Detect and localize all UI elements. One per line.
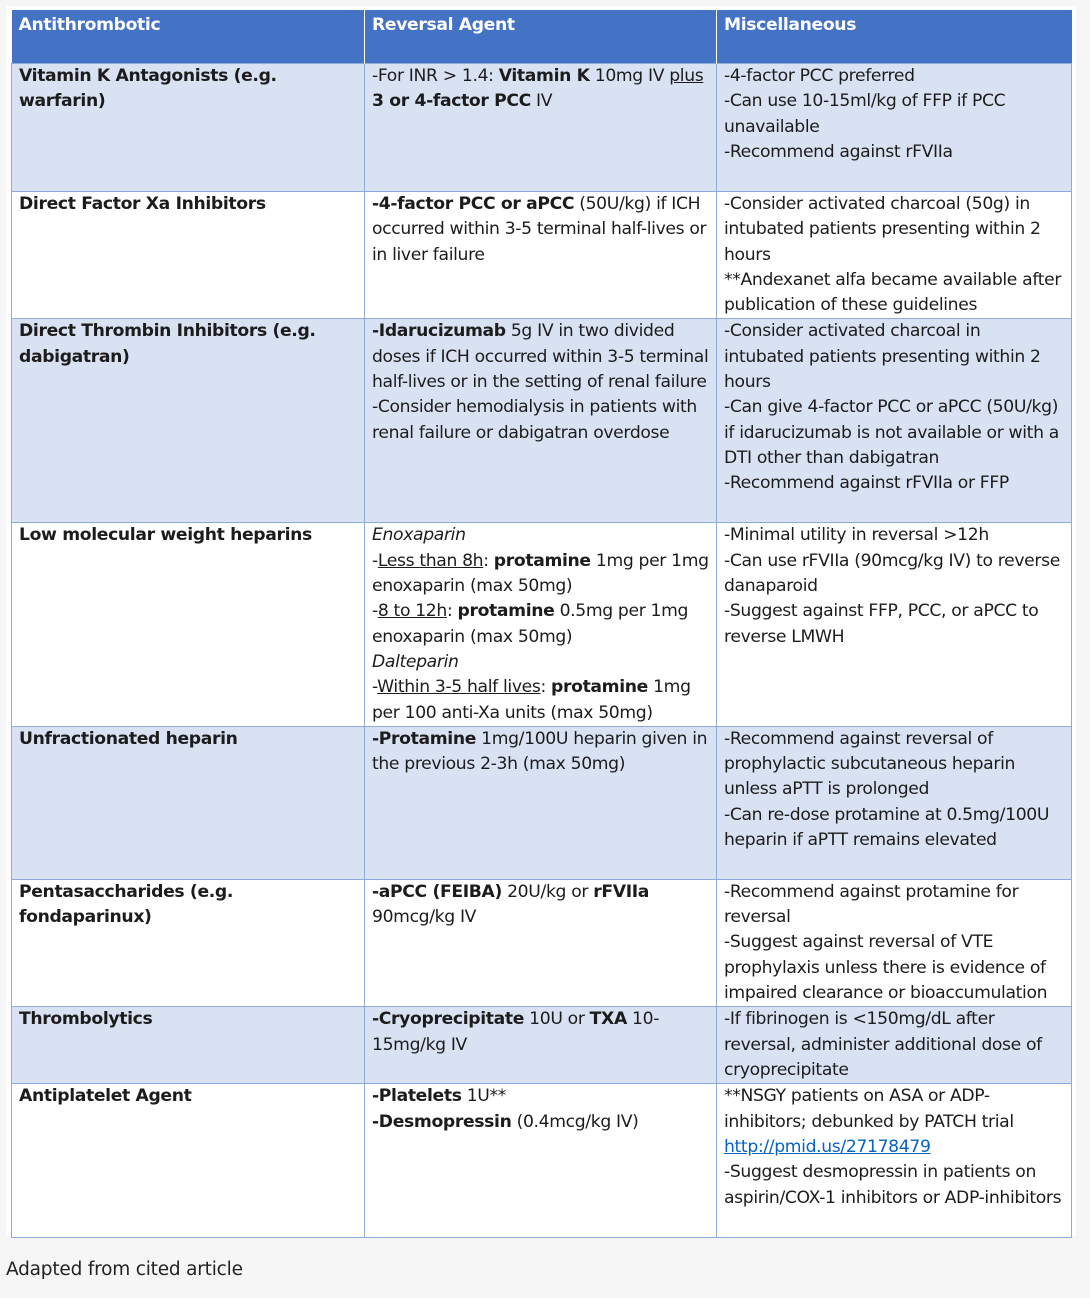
cell-line: [372, 880, 710, 931]
cell-line: [372, 599, 710, 650]
cell-line: [724, 89, 1065, 140]
text-run: 20U/kg or: [501, 881, 594, 902]
text-run: 1mg/100U heparin given in the previous 2-3h (max 50mg): [372, 728, 708, 775]
antithrombotic-cell: Unfractionated heparin: [12, 726, 365, 879]
text-run: -Suggest against FFP, PCC, or aPCC to reverse LMWH: [724, 601, 1039, 647]
bold-text: protamine: [551, 677, 648, 698]
bold-text: Vitamin K: [498, 66, 590, 86]
cell-line: [724, 395, 1065, 471]
miscellaneous-cell: [717, 726, 1072, 879]
text-run: 1mg per 100 anti-Xa units (max 50mg): [372, 677, 691, 723]
text-run: 10U or: [524, 1009, 590, 1030]
row-vitamin-k-antagonists: [12, 64, 1072, 192]
row-antiplatelet-agent: [12, 1084, 1072, 1238]
cell-line: [724, 1084, 1065, 1135]
bold-text: -Platelets: [372, 1086, 462, 1107]
antithrombotic-cell: Antiplatelet Agent: [12, 1084, 365, 1238]
antithrombotic-cell: Direct Factor Xa Inhibitors: [12, 192, 365, 319]
text-run: :: [446, 601, 458, 622]
header-reversal-agent: Reversal Agent: [365, 10, 717, 64]
cell-line: [372, 1084, 710, 1109]
row-low-molecular-weight-heparins: [12, 523, 1072, 726]
text-run: -For INR > 1.4:: [372, 66, 499, 86]
text-run: 0.5mg per 1mg enoxaparin (max 50mg): [372, 601, 689, 647]
miscellaneous-cell: [717, 879, 1072, 1006]
miscellaneous-cell: [717, 1084, 1072, 1238]
antithrombotic-cell: Vitamin K Antagonists (e.g. warfarin): [12, 64, 365, 192]
reversal-agent-cell: [365, 192, 717, 319]
underlined-text: Less than 8h: [377, 550, 484, 571]
text-run: -: [372, 677, 378, 698]
text-run: 10mg IV: [589, 66, 670, 86]
text-run: -Recommend against rFVIIa or FFP: [724, 473, 1009, 494]
cell-line: [724, 1135, 1065, 1160]
table-caption: Adapted from cited article: [6, 1259, 243, 1280]
cell-line: [372, 650, 710, 675]
text-run: (50U/kg) if ICH occurred within 3-5 terminal half-lives or in liver failure: [372, 194, 707, 265]
cell-line: [724, 599, 1065, 650]
reversal-agent-cell: [365, 1084, 717, 1238]
cell-line: [724, 523, 1065, 548]
reversal-agent-cell: [365, 879, 717, 1006]
miscellaneous-cell: [717, 523, 1072, 726]
bold-text: -4-factor PCC or aPCC: [372, 194, 575, 214]
bold-text: protamine: [493, 550, 591, 571]
text-run: 90mcg/kg IV: [372, 907, 477, 928]
reversal-agent-cell: [365, 726, 717, 879]
row-thrombolytics: [12, 1007, 1072, 1084]
reversal-agent-cell: [365, 64, 717, 192]
text-run: IV: [530, 91, 553, 112]
header-miscellaneous: Miscellaneous: [717, 10, 1072, 64]
citation-link[interactable]: http://pmid.us/27178479: [724, 1136, 931, 1157]
bold-text: -Idarucizumab: [372, 321, 506, 342]
underlined-text: Within 3-5 half lives: [377, 677, 541, 698]
cell-line: [724, 803, 1065, 854]
bold-text: -Cryoprecipitate: [372, 1009, 525, 1030]
reversal-table-container: [6, 6, 1076, 1236]
miscellaneous-cell: [717, 1007, 1072, 1084]
text-run: (0.4mcg/kg IV): [511, 1111, 639, 1132]
row-unfractionated-heparin: [12, 726, 1072, 879]
underlined-text: plus: [669, 66, 704, 86]
cell-line: [372, 1110, 710, 1135]
bold-text: TXA: [589, 1009, 627, 1030]
text-run: -Can use 10-15ml/kg of FFP if PCC unavailable: [724, 91, 1006, 137]
underlined-text: 8 to 12h: [377, 601, 447, 622]
italic-text: Enoxaparin: [372, 525, 466, 546]
text-run: 1mg per 1mg enoxaparin (max 50mg): [372, 550, 709, 597]
cell-line: [372, 727, 710, 778]
bold-text: -Desmopressin: [372, 1111, 512, 1132]
antithrombotic-cell: Low molecular weight heparins: [12, 523, 365, 726]
antithrombotic-cell: Thrombolytics: [12, 1007, 365, 1084]
row-pentasaccharides: [12, 879, 1072, 1006]
text-run: -Can use rFVIIa (90mcg/kg IV) to reverse danaparoid: [724, 550, 1060, 597]
text-run: -Suggest against reversal of VTE prophylaxis unless there is evidence of impaired clearance or bioaccumulation: [724, 932, 1048, 1004]
cell-line: [724, 471, 1065, 496]
text-run: -4-factor PCC preferred: [724, 66, 915, 86]
cell-line: [372, 395, 710, 446]
antithrombotic-reversal-table: [11, 10, 1072, 1238]
antithrombotic-cell: Direct Thrombin Inhibitors (e.g. dabigatran): [12, 319, 365, 523]
reversal-agent-cell: [365, 319, 717, 523]
cell-line: [372, 192, 710, 268]
cell-line: [724, 192, 1065, 268]
cell-line: [724, 319, 1065, 395]
text-run: -Recommend against protamine for reversal: [724, 881, 1019, 928]
cell-line: [372, 1007, 710, 1058]
text-run: **Andexanet alfa became available after publication of these guidelines: [724, 269, 1062, 316]
cell-line: [372, 523, 710, 548]
text-run: :: [483, 550, 494, 571]
text-run: -Recommend against reversal of prophylactic subcutaneous heparin unless aPTT is prolonged: [724, 728, 1016, 800]
row-direct-factor-xa-inhibitors: [12, 192, 1072, 319]
text-run: -Consider hemodialysis in patients with renal failure or dabigatran overdose: [372, 397, 697, 443]
cell-line: [724, 880, 1065, 931]
text-run: -Can re-dose protamine at 0.5mg/100U heparin if aPTT remains elevated: [724, 804, 1050, 851]
cell-line: [724, 1160, 1065, 1211]
text-run: 5g IV in two divided doses if ICH occurred within 3-5 terminal half-lives or in the setting of renal failure: [372, 321, 709, 393]
cell-line: [372, 64, 710, 115]
header-antithrombotic: Antithrombotic: [12, 10, 365, 64]
cell-line: [724, 930, 1065, 1006]
text-run: 1U**: [461, 1086, 507, 1107]
text-run: -Recommend against rFVIIa: [724, 141, 953, 162]
miscellaneous-cell: [717, 64, 1072, 192]
cell-line: [724, 1007, 1065, 1083]
cell-line: [372, 675, 710, 726]
cell-line: [724, 140, 1065, 165]
text-run: -Consider activated charcoal in intubated patients presenting within 2 hours: [724, 321, 1041, 393]
text-run: -Suggest desmopressin in patients on aspirin/COX-1 inhibitors or ADP-inhibitors: [724, 1162, 1062, 1208]
antithrombotic-cell: Pentasaccharides (e.g. fondaparinux): [12, 879, 365, 1006]
text-run: -: [372, 601, 378, 622]
text-run: -Can give 4-factor PCC or aPCC (50U/kg) if idarucizumab is not available or with a DTI other than dabigatran: [724, 397, 1059, 468]
text-run: :: [540, 677, 552, 698]
cell-line: [372, 319, 710, 395]
cell-line: [724, 727, 1065, 803]
bold-text: rFVIIa: [593, 881, 650, 902]
text-run: -Consider activated charcoal (50g) in intubated patients presenting within 2 hours: [724, 194, 1041, 265]
miscellaneous-cell: [717, 319, 1072, 523]
row-direct-thrombin-inhibitors: [12, 319, 1072, 523]
text-run: -If fibrinogen is <150mg/dL after reversal, administer additional dose of cryoprecipitate: [724, 1009, 1042, 1080]
reversal-agent-cell: [365, 1007, 717, 1084]
bold-text: protamine: [457, 601, 555, 622]
text-run: -: [372, 550, 378, 571]
table-header-row: [12, 10, 1072, 64]
italic-text: Dalteparin: [372, 651, 459, 672]
bold-text: -Protamine: [372, 728, 477, 749]
bold-text: -aPCC (FEIBA): [372, 881, 502, 902]
reversal-agent-cell: [365, 523, 717, 726]
text-run: **NSGY patients on ASA or ADP-inhibitors; debunked by PATCH trial: [724, 1086, 1014, 1132]
cell-line: [372, 549, 710, 600]
text-run: 10-15mg/kg IV: [372, 1009, 660, 1055]
bold-text: 3 or 4-factor PCC: [372, 91, 531, 112]
cell-line: [724, 268, 1065, 319]
cell-line: [724, 64, 1065, 89]
miscellaneous-cell: [717, 192, 1072, 319]
text-run: -Minimal utility in reversal >12h: [724, 525, 989, 546]
cell-line: [724, 549, 1065, 600]
